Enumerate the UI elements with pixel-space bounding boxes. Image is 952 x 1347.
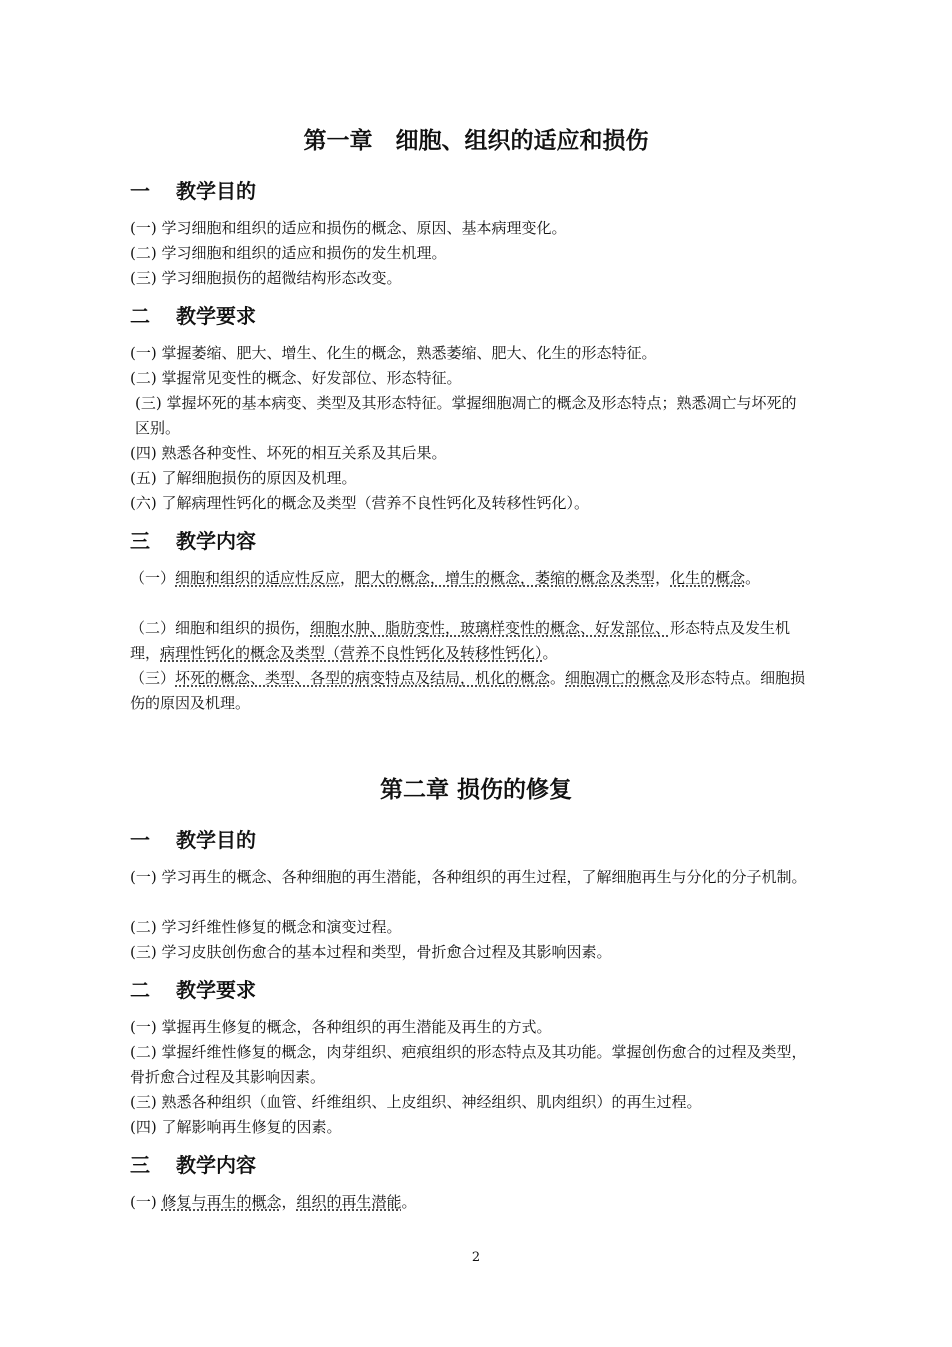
ch2-section-2-heading: [130, 977, 256, 1003]
underlined-term: 修复与再生的概念: [161, 1193, 282, 1211]
underlined-term: 细胞水肿、脂肪变性，玻璃样变性的概念、好发部位、: [310, 619, 671, 637]
underlined-term: 组织的再生潜能: [296, 1193, 402, 1211]
section-number: 三: [130, 1153, 150, 1177]
section-title: 教学要求: [176, 978, 256, 1002]
text-run: 形态特点及发生机理，: [130, 619, 791, 662]
underlined-term: 坏死的概念、类型、各型的病变特点及结局，机化的概念: [175, 669, 551, 687]
ch1-s2-item-5: (五) 了解细胞损伤的原因及机理。: [130, 469, 357, 487]
ch1-section-1-heading: [130, 178, 256, 204]
section-number: 二: [130, 304, 150, 328]
underlined-term: 肥大的概念，增生的概念，萎缩的概念及类型: [355, 569, 656, 587]
underlined-term: 化生的概念: [670, 569, 746, 587]
ch1-s3-paragraph-1: [130, 566, 810, 591]
ch1-s2-item-2: (二) 掌握常见变性的概念、好发部位、形态特征。: [130, 369, 462, 387]
underlined-term: 细胞和组织的适应性反应: [175, 569, 341, 587]
section-title: 教学目的: [176, 179, 256, 203]
section-number: 一: [130, 179, 150, 203]
ch1-s2-item-6: (六) 了解病理性钙化的概念及类型（营养不良性钙化及转移性钙化）。: [130, 494, 589, 512]
section-title: 教学目的: [176, 828, 256, 852]
section-title: 教学要求: [176, 304, 256, 328]
text-run: 。: [542, 644, 558, 662]
section-title: 教学内容: [176, 1153, 256, 1177]
section-number: 二: [130, 978, 150, 1002]
text-run: （二）细胞和组织的损伤，: [130, 619, 311, 637]
text-run: 及形态特点。细胞损伤的原因及机理。: [130, 669, 806, 712]
ch2-s2-item-2: (二) 掌握纤维性修复的概念，肉芽组织、疤痕组织的形态特点及其功能。掌握创伤愈合的过程及类型，骨折愈合过程及其影响因素。: [130, 1043, 807, 1086]
text-run: ，: [340, 569, 356, 587]
text-run: （三）: [130, 669, 176, 687]
ch1-s2-item-1: (一) 掌握萎缩、肥大、增生、化生的概念，熟悉萎缩、肥大、化生的形态特征。: [130, 344, 657, 362]
text-run: ，: [655, 569, 671, 587]
text-run: 。: [401, 1193, 417, 1211]
ch1-s2-item-4: (四) 熟悉各种变性、坏死的相互关系及其后果。: [130, 444, 447, 462]
ch2-s2-item-1: (一) 掌握再生修复的概念，各种组织的再生潜能及再生的方式。: [130, 1018, 552, 1036]
ch1-s1-item-2: (二) 学习细胞和组织的适应和损伤的发生机理。: [130, 244, 447, 262]
section-number: 三: [130, 529, 150, 553]
chapter-1-title: 第一章 细胞、组织的适应和损伤: [303, 128, 649, 154]
ch1-section-2-heading: [130, 303, 256, 329]
ch2-section-3-heading: [130, 1152, 256, 1178]
ch2-s1-item-2: (二) 学习纤维性修复的概念和演变过程。: [130, 918, 402, 936]
ch2-s3-paragraph-1: [130, 1190, 810, 1215]
underlined-term: 病理性钙化的概念及类型（营养不良性钙化及转移性钙化）: [160, 644, 543, 662]
ch2-s2-item-3: (三) 熟悉各种组织（血管、纤维组织、上皮组织、神经组织、肌肉组织）的再生过程。: [130, 1093, 702, 1111]
ch1-s1-item-1: (一) 学习细胞和组织的适应和损伤的概念、原因、基本病理变化。: [130, 219, 567, 237]
text-run: 。: [550, 669, 566, 687]
ch1-s2-item-3: (三) 掌握坏死的基本病变、类型及其形态特征。掌握细胞凋亡的概念及形态特点；熟悉凋亡与坏死的区别。: [135, 394, 797, 437]
section-number: 一: [130, 828, 150, 852]
page-number: 2: [471, 1250, 481, 1265]
ch1-s3-paragraph-2: [130, 616, 810, 666]
section-title: 教学内容: [176, 529, 256, 553]
ch2-section-1-heading: [130, 827, 256, 853]
ch2-s2-item-4: (四) 了解影响再生修复的因素。: [130, 1118, 342, 1136]
underlined-term: 细胞凋亡的概念: [565, 669, 671, 687]
text-run: (一): [130, 1193, 162, 1211]
ch2-s1-item-1: (一) 学习再生的概念、各种细胞的再生潜能，各种组织的再生过程，了解细胞再生与分化的分子机制。: [130, 868, 807, 886]
chapter-2-title: 第二章 损伤的修复: [379, 777, 572, 803]
text-run: 。: [745, 569, 761, 587]
ch1-s3-paragraph-3: [130, 666, 810, 716]
ch1-section-3-heading: [130, 528, 256, 554]
ch2-s1-item-3: (三) 学习皮肤创伤愈合的基本过程和类型，骨折愈合过程及其影响因素。: [130, 943, 612, 961]
ch1-s1-item-3: (三) 学习细胞损伤的超微结构形态改变。: [130, 269, 402, 287]
text-run: ，: [281, 1193, 297, 1211]
text-run: （一）: [130, 569, 176, 587]
